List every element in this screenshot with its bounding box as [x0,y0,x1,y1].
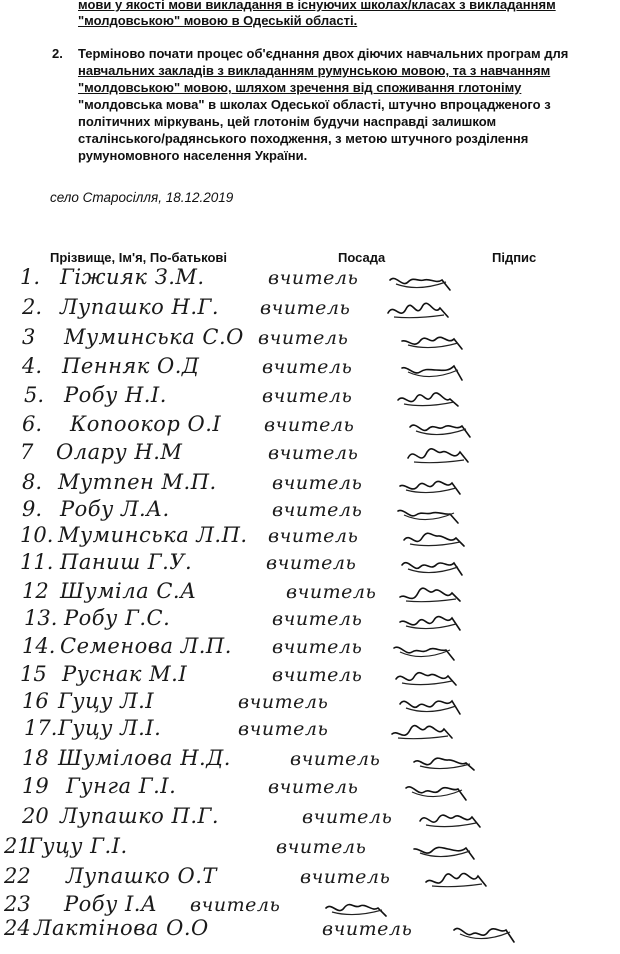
row-number: 2. [22,295,43,319]
item2-number: 2. [52,46,63,61]
row-name: Копоокор О.І [70,412,222,436]
item2-line-1: Терміново почати процес об'єднання двох діючих навчальних програм для [78,46,569,61]
row-number: 21 [4,834,31,858]
row-name: Лактінова О.О [34,916,209,940]
row-number: 13. [24,606,58,630]
row-position: вчитель [266,552,357,574]
row-name: Муминська С.О [64,325,244,349]
row-number: 14. [22,634,56,658]
row-name: Олару Н.М [56,440,183,464]
row-name: Пенняк О.Д [62,354,200,378]
row-number: 24 [4,916,31,940]
signature-row [0,804,620,836]
row-position: вчитель [268,525,359,547]
row-position: вчитель [272,636,363,658]
row-number: 3 [22,325,36,349]
row-position: вчитель [290,748,381,770]
row-name: Муминська Л.П. [58,523,248,547]
row-position: вчитель [238,718,329,740]
row-position: вчитель [322,918,413,940]
row-name: Шуміла С.А [60,579,197,603]
row-name: Паниш Г.У. [60,550,193,574]
row-position: вчитель [272,499,363,521]
row-position: вчитель [272,608,363,630]
row-number: 22 [4,864,31,888]
row-position: вчитель [272,472,363,494]
item2-line-4: "молдовська мова" в школах Одеської області, штучно впроцадженого з [78,97,551,112]
row-name: Гуцу Г.І. [28,834,128,858]
row-position: вчитель [238,691,329,713]
row-position: вчитель [190,894,281,916]
signature-row [0,383,620,415]
row-position: вчитель [300,866,391,888]
row-position: вчитель [272,664,363,686]
row-position: вчитель [286,581,377,603]
row-number: 7 [20,440,34,464]
item1-line-2-text: "молдовською" мовою в Одеській області. [78,13,358,28]
row-number: 8. [22,470,43,494]
row-position: вчитель [260,297,351,319]
row-position: вчитель [276,836,367,858]
header-signature: Підпис [492,250,537,265]
header-position: Посада [338,250,386,265]
row-position: вчитель [268,776,359,798]
signature-row [0,716,620,748]
row-name: Шумілова Н.Д. [58,746,231,770]
row-number: 12 [22,579,49,603]
row-name: Робу Г.С. [64,606,171,630]
signature-row [0,550,620,582]
row-number: 23 [4,892,31,916]
row-position: вчитель [268,267,359,289]
row-name: Семенова Л.П. [60,634,232,658]
row-position: вчитель [268,442,359,464]
row-number: 1. [20,265,41,289]
row-name: Лупашко Н.Г. [60,295,220,319]
item1-line-1 [78,0,556,13]
row-name: Гуцу Л.І [58,689,155,713]
header-name: Прізвище, Ім'я, По-батькові [50,250,228,265]
item1-line-1-text: мови у якості мови викладання в існуючих школах/класах з викладанням [78,0,556,12]
signature-row [0,265,620,297]
row-number: 6. [22,412,43,436]
signature-row [0,325,620,357]
row-position: вчитель [258,327,349,349]
row-number: 17. [24,716,58,740]
signature-row [0,440,620,472]
row-number: 19 [22,774,49,798]
signature-row [0,354,620,386]
row-number: 4. [22,354,43,378]
row-position: вчитель [262,385,353,407]
row-number: 20 [22,804,49,828]
signature-row [0,774,620,806]
row-number: 16 [22,689,49,713]
signature-row [0,834,620,866]
row-name: Лупашко О.Т [66,864,217,888]
place-date: село Старосілля, 18.12.2019 [50,190,234,205]
row-name: Робу Н.І. [64,383,167,407]
item2-line-7: румуномовного населення України. [78,148,308,163]
row-name: Мутпен М.П. [58,470,217,494]
item1-line-2 [78,13,357,29]
row-position: вчитель [302,806,393,828]
row-name: Гунга Г.І. [66,774,177,798]
item2-line-6: сталінського/радянського походження, з метою штучного розділення [78,131,529,146]
row-number: 18 [22,746,49,770]
row-name: Гуцу Л.І. [58,716,162,740]
row-name: Робу Л.А. [60,497,170,521]
row-number: 15 [20,662,47,686]
row-position: вчитель [264,414,355,436]
handwritten-signature [452,916,522,954]
item2-line-3: "молдовською" мовою, шляхом зречення від споживання глотоніму [78,80,522,95]
signature-row [0,295,620,327]
row-name: Гіжияк З.М. [60,265,205,289]
signature-row [0,916,620,948]
row-name: Робу І.А [64,892,158,916]
row-name: Лупашко П.Г. [60,804,220,828]
row-position: вчитель [262,356,353,378]
row-number: 10. [20,523,54,547]
row-number: 9. [22,497,43,521]
item2-line-5: політичних міркувань, цей глотонім будучи насправді залишком [78,114,497,129]
row-number: 5. [24,383,45,407]
row-name: Руснак М.І [62,662,188,686]
item2-line-2: навчальних закладів з викладанням румунською мовою, та з навчанням [78,63,551,78]
row-number: 11. [20,550,54,574]
